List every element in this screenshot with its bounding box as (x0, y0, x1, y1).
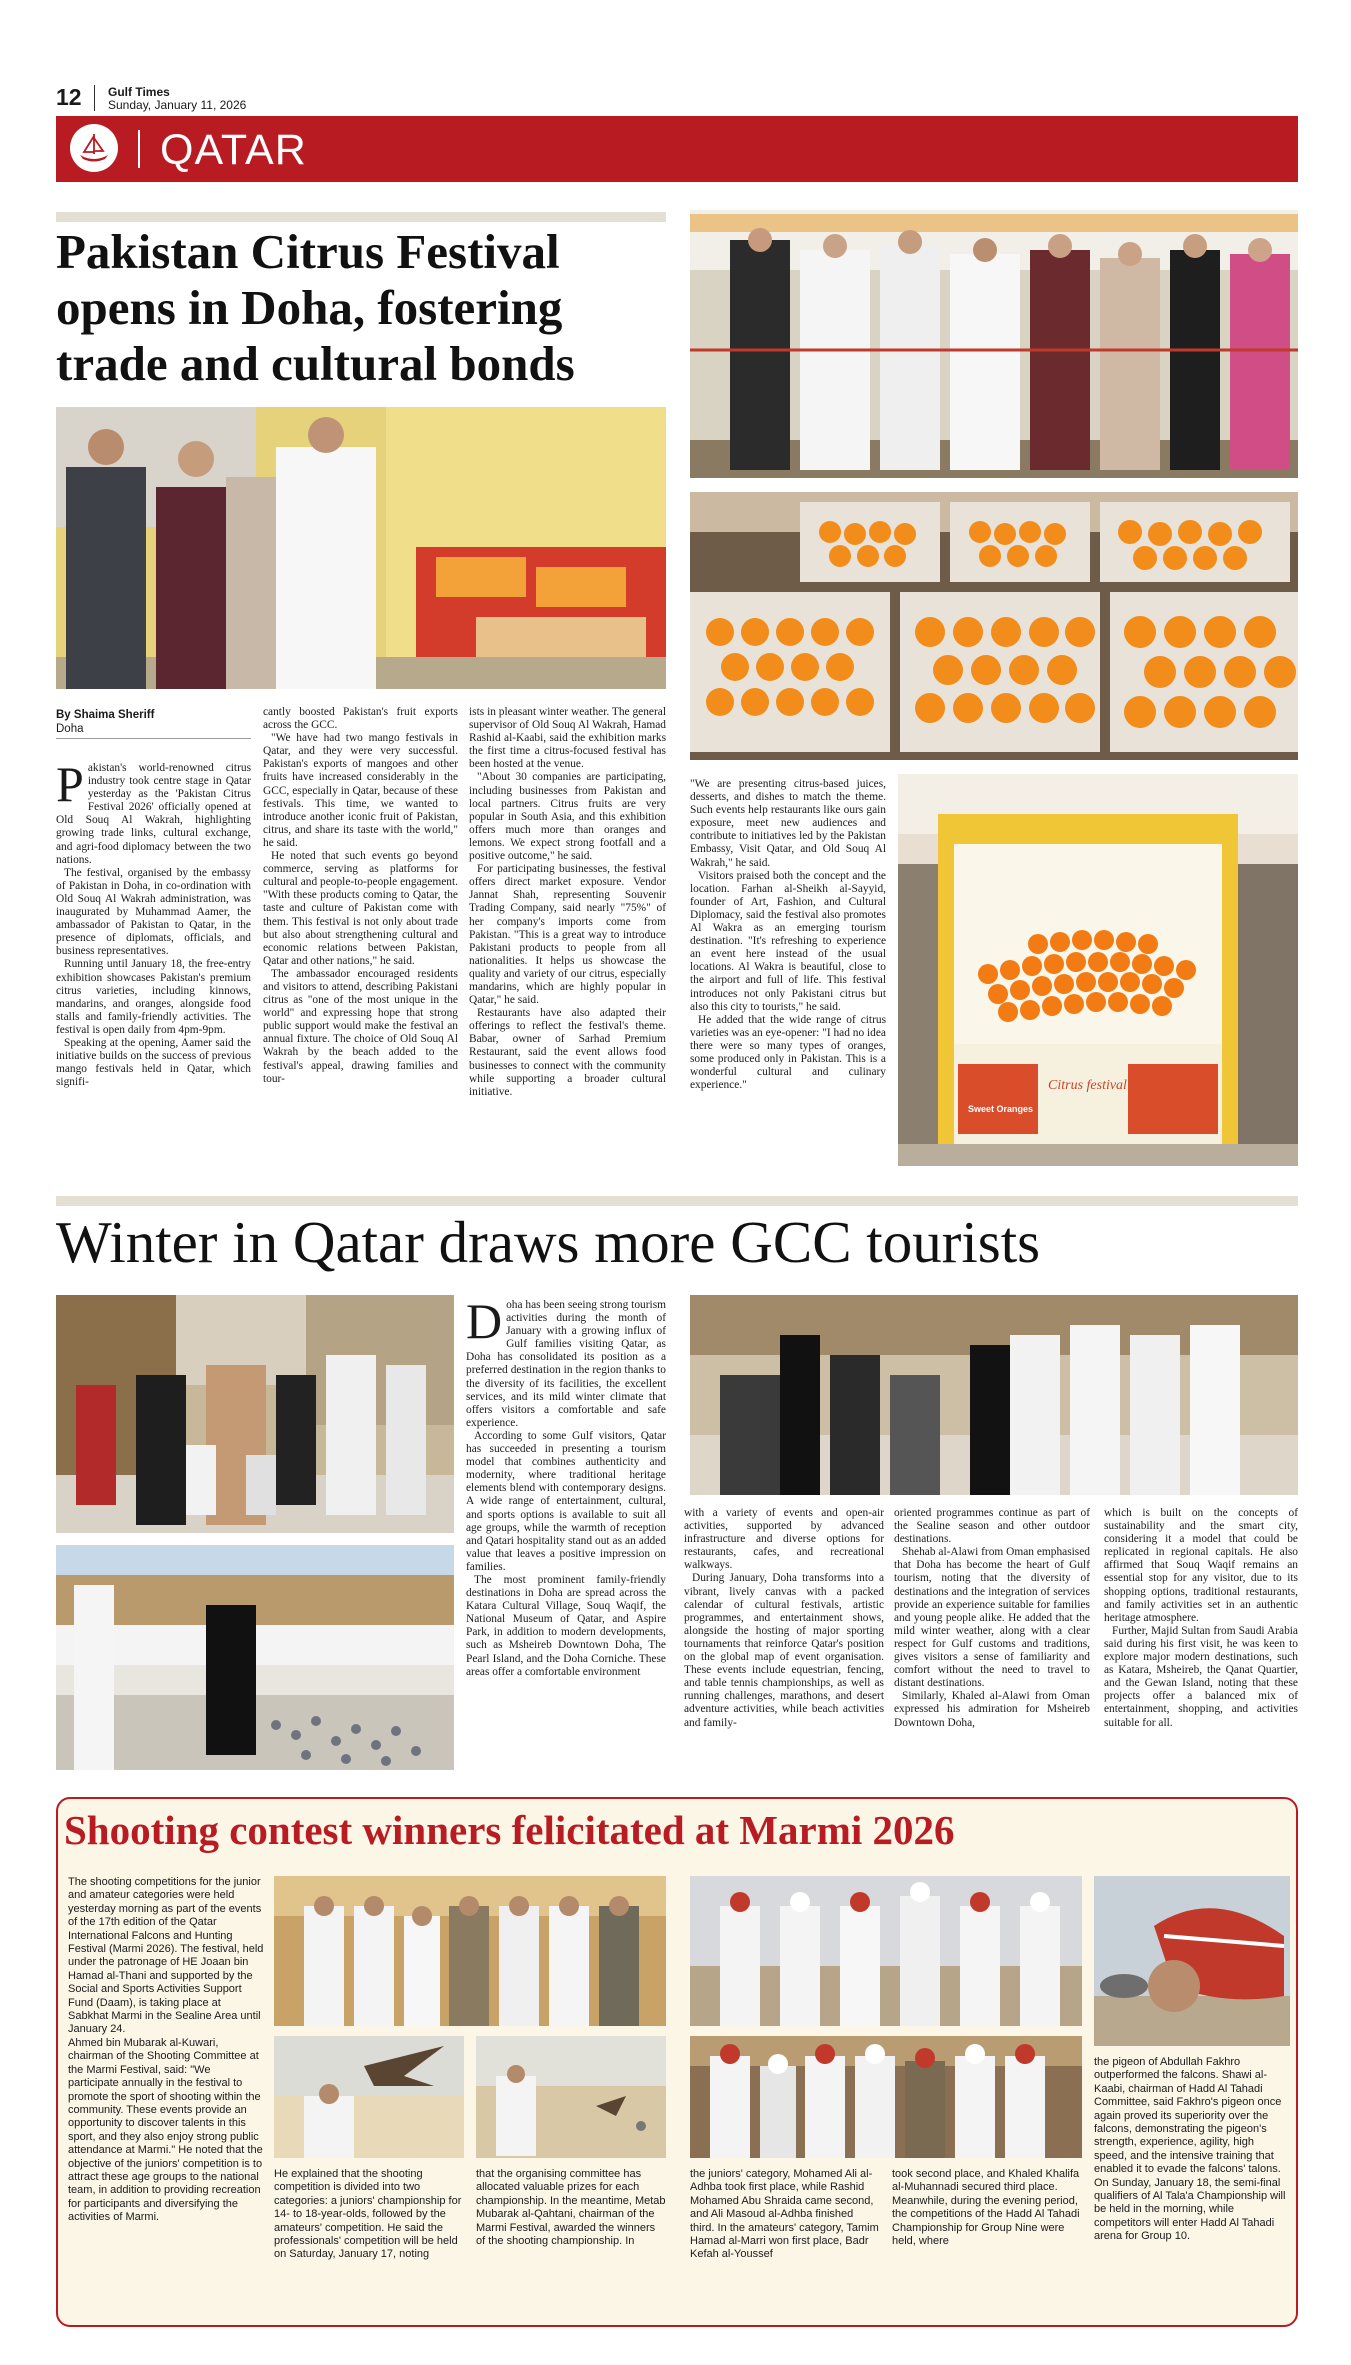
photo-shooters-group (690, 1876, 1082, 2026)
banner-divider (138, 130, 140, 168)
photo-souq-visitors (690, 1295, 1298, 1495)
story2-col1-para: The most prominent family-friendly destinations in Doha are spread across the Katara Cultural Village, Souq Waqif, the National Museum of Qatar, and Aspire Park, in addition to modern developments, such as Msheireb Downtown Doha, The Pearl Island, and the Doha Corniche. These areas offer a comfortable environment (466, 1573, 666, 1678)
festival-box-text: Sweet Oranges (968, 1104, 1034, 1114)
story1-col3-para: For participating businesses, the festival offers direct market exposure. Vendor Jannat Shah, representing Souvenir Trading Company, said nearly "75%" of her company's imports come from Pakistan. "This is a great way to introduce Pakistani products to people from all nationalities. It helps us showcase the quality and variety of our citrus, especially mandarins, which are highly popular in Qatar," he said. (469, 863, 666, 1007)
story1-col1-para: akistan's world-renowned citrus industry took centre stage in Qatar yesterday as the 'Pakistan Citrus Festival 2026' officially opened at Old Souq Al Wakrah, highlighting growing trade links, cultural exchange, and agri-food diplomacy between the two nations. (56, 762, 251, 866)
story2-col4-para: Further, Majid Sultan from Saudi Arabia said during his first visit, he was keen to explore major modern destinations, such as Katara, Msheireb, the Qanat Quartier, and the Gewan Island, noting that these projects offer a balanced mix of entertainment, shopping, and activities suitable for all. (1104, 1624, 1298, 1729)
story3-column-1 (68, 1876, 264, 2225)
story1-col2-para: cantly boosted Pakistan's fruit exports across the GCC. (263, 706, 458, 732)
dropcap: P (56, 756, 84, 812)
story2-col4-para: which is built on the concepts of sustainability and the smart city, considering it a model that could be replicated in regional capitals. He also affirmed that Souq Waqif remains an essential stop for any visitor, due to its shopping options, traditional restaurants, and family activities set in an authentic heritage atmosphere. (1104, 1507, 1298, 1624)
paper-name: Gulf Times (108, 85, 170, 99)
story1-col4-para: Visitors praised both the concept and the location. Farhan al-Sheikh al-Sayyid, founder of Art, Fashion, and Cultural Diplomacy, said the festival also promotes Al Wakra as an emerging tourism destination. "It's refreshing to experience an event here instead of the usual locations. Al Wakra is beautiful, close to the airport and full of life. This festival introduces not only Pakistani citrus but also this city to tourists," he said. (690, 869, 886, 1013)
story2-headline: Winter in Qatar draws more GCC tourists (56, 1209, 1041, 1275)
story2-col3-para: Shehab al-Alawi from Oman emphasised that Doha has become the heart of Gulf tourism, noting that the diversity of destinations and the integration of services provide an experience suitable for families and young people alike. He added that the mild winter weather, along with a clear respect for Gulf customs and traditions, gives visitors a sense of familiarity and comfort without the need to travel to distant destinations. (894, 1546, 1090, 1690)
photo-committee-members (690, 2036, 1082, 2158)
story1-col2-para: "We have had two mango festivals in Qatar, and they were very successful. Pakistan's exports of mangoes and other fruits have increased considerably in the GCC, especially in Qatar, because of these festivals. This time, we wanted to introduce another iconic fruit of Pakistan, citrus, and share its taste with the world," he said. (263, 732, 458, 849)
story2-column-3 (894, 1507, 1090, 1730)
section-title: QATAR (160, 126, 307, 174)
issue-date: Sunday, January 11, 2026 (108, 98, 247, 112)
story1-headline: Pakistan Citrus Festival opens in Doha, fostering trade and cultural bonds (56, 224, 575, 391)
story3-col1-para: Ahmed bin Mubarak al-Kuwari, chairman of the Shooting Committee at the Marmi Festival, said: "We participate annually in the festival to promote the sport of shooting within the community. These events provide an opportunity to discover talents in this sport, and they also enjoy strong public attendance at Marmi." He noted that the objective of the juniors' competition is to attract these age groups to the national team, in addition to providing recreation for participants and diversifying the activities of Marmi. (68, 2036, 263, 2224)
story2-column-4 (1104, 1507, 1298, 1730)
story1-col2-para: He noted that such events go beyond commerce, serving as platforms for cultural and people-to-people engagement. "With these products coming to Qatar, the taste and culture of Pakistan come with them. This festival is not only about trade but also about strengthening cultural and economic relations between Pakistan, Qatar and other nations," he said. (263, 850, 458, 967)
story1-col2-para: The ambassador encouraged residents and visitors to attend, describing Pakistani citrus as "one of the most unique in the world" and expressing hope that strong public support would make the festival an annual fixture. The choice of Old Souq Al Wakrah by the beach added to the festival's appeal, drawing families and tour- (263, 967, 458, 1085)
story2-col2-para: During January, Doha transforms into a vibrant, lively canvas with a packed calendar of cultural festivals, artistic programmes, and entertainment shows, alongside the hosting of major sporting tournaments that reinforce Qatar's position on the global map of event organisation. These events include equestrian, fencing, and table tennis championships, as well as running challenges, marathons, and desert adventure activities, while beach activities and family- (684, 1572, 884, 1729)
story1-top-rule (56, 212, 666, 222)
story3-column-5 (892, 2168, 1082, 2248)
story3-col2-para: He explained that the shooting competition is divided into two categories: a juniors' championship for 14- to 18-year-olds, followed by the amateurs' competition. He said the professionals' competition will be held on Saturday, January 17, noting (274, 2168, 462, 2261)
story3-col4-para: the juniors' category, Mohamed Ali al-Adhba took first place, while Rashid Mohamed Abu Shraida came second, and Ali Masoud al-Adhba finished third. In the amateurs' category, Tamim Hamad al-Marri won first place, Badr Kefah al-Youssef (690, 2168, 879, 2261)
photo-souq-families (56, 1295, 454, 1533)
photo-falcon-release (274, 2036, 464, 2158)
story3-column-4 (690, 2168, 880, 2262)
story2-col3-para: Similarly, Khaled al-Alawi from Oman expressed his admiration for Msheireb Downtown Doha, (894, 1690, 1090, 1729)
story3-col5-para: took second place, and Khaled Khalifa al-Muhannadi secured third place. Meanwhile, during the evening period, the competitions of the Hadd Al Tahadi Championship for Group Nine were held, where (892, 2168, 1080, 2248)
story3-headline: Shooting contest winners felicitated at Marmi 2026 (64, 1807, 955, 1853)
story3-col1-para: The shooting competitions for the junior and amateur categories were held yesterday morning as part of the events of the 17th edition of the Qatar International Falcons and Hunting Festival (Marmi 2026). The festival, held under the patronage of HE Joaan bin Hamad al-Thani and supported by the Social and Sports Activities Support Fund (Daam), is taking place at Sabkhat Marmi in the Sealine Area until January 24. (68, 1876, 264, 2036)
photo-citrus-display-stall (898, 774, 1298, 1166)
story1-col3-para: Restaurants have also adapted their offerings to reflect the festival's theme. Babar, owner of Sarhad Premium Restaurant, said the event allows food businesses to connect with the community while supporting a broader cultural initiative. (469, 1007, 666, 1098)
story2-col3-para: oriented programmes continue as part of the Sealine season and other outdoor destinations. (894, 1507, 1090, 1546)
story3-col6-para: On Sunday, January 18, the semi-final qualifiers of Al Tala'a Championship will be held in the morning, while competitors will enter Hadd Al Tahadi arena for Group 10. (1094, 2176, 1286, 2243)
masthead-rule (94, 85, 95, 111)
story2-col1-para: According to some Gulf visitors, Qatar has succeeded in presenting a tourism model that combines authenticity and modernity, where traditional heritage elements blend with contemporary designs. A wide range of entertainment, cultural, and sports options is available to suit all age groups, while the warmth of reception and Qatari hospitality stand out as an added value that leaves a positive impression on families. (466, 1429, 666, 1573)
dropcap: D (466, 1293, 503, 1349)
story3-col3-para: that the organising committee has allocated valuable prizes for each championship. In the meantime, Metab Mubarak al-Qahtani, chairman of the Marmi Festival, awarded the winners of the shooting championship. In (476, 2168, 666, 2248)
story1-byline: By Shaima Sheriff (56, 709, 155, 721)
section-banner (56, 116, 1298, 182)
story1-col4-para: He added that the wide range of citrus varieties was an eye-opener: "I had no idea there were so many types of oranges, some produced only in Pakistan. This is a wonderful cultural and culinary experience." (690, 1013, 886, 1092)
photo-officials-at-stall (56, 407, 666, 689)
story1-column-2 (263, 706, 458, 1086)
byline-rule (56, 738, 251, 739)
story2-column-2 (684, 1507, 884, 1730)
photo-winners-trophies (274, 1876, 666, 2026)
story3-col6-para: the pigeon of Abdullah Fakhro outperformed the falcons. Shawi al-Kaabi, chairman of Hadd Al Tahadi Committee, said Fakhro's pigeon once again proved its superiority over the falcons, demonstrating the pigeon's strength, experience, agility, high speed, and the intensive training that enabled it to evade the falcons' talons. (1094, 2056, 1282, 2176)
story3-column-6 (1094, 2056, 1290, 2244)
story2-col1-para: oha has been seeing strong tourism activities during the month of January with a growing influx of Gulf families visiting Qatar, as Doha has consolidated its position as a preferred destination in the region thanks to the diversity of its facilities, the excellent services, and its mild winter climate that offers visitors a comfortable and safe experience. (466, 1299, 666, 1429)
story2-col2-para: with a variety of events and open-air activities, supported by advanced infrastructure and diverse options for restaurants, cafes, and recreational walkways. (684, 1507, 884, 1572)
story1-col3-para: "About 30 companies are participating, including businesses from Pakistan and local partners. Citrus fruits are very popular in South Asia, and this exhibition offers much more than oranges and lemons. We expect strong footfall and a positive outcome," he said. (469, 771, 666, 863)
story2-column-1 (466, 1293, 666, 1679)
page-number: 12 (56, 84, 82, 110)
story3-column-2 (274, 2168, 464, 2262)
dhow-logo-icon (70, 124, 118, 172)
story2-top-rule (56, 1196, 1298, 1206)
story1-column-4 (690, 778, 886, 1092)
festival-banner-text: Citrus festival (1048, 1078, 1127, 1093)
story3-column-3 (476, 2168, 666, 2248)
story1-col1-para: Running until January 18, the free-entry exhibition showcases Pakistan's premium citrus varieties, including kinnows, mandarins, and oranges, alongside food stalls and family-friendly activities. The festival is open daily from 4pm-9pm. (56, 958, 251, 1036)
photo-pigeons-square (56, 1545, 454, 1770)
story1-column-3 (469, 706, 666, 1099)
photo-ribbon-cutting (690, 210, 1298, 478)
story1-column-1 (56, 756, 251, 1089)
story1-col1-para: The festival, organised by the embassy of Pakistan in Doha, in co-ordination with Old Souq Al Wakrah administration, was inaugurated by Muhammad Aamer, the ambassador of Pakistan to Qatar, in the presence of diplomats, officials, and business representatives. (56, 866, 251, 958)
story1-dateline: Doha (56, 723, 84, 735)
photo-falcon-hunt (476, 2036, 666, 2158)
photo-orange-crates (690, 492, 1298, 760)
story1-col1-para: Speaking at the opening, Aamer said the initiative builds on the success of previous mango festivals held in Qatar, which signifi- (56, 1036, 251, 1089)
story1-col3-para: ists in pleasant winter weather. The general supervisor of Old Souq Al Wakrah, Hamad Rashid al-Kaabi, said the exhibition marks the first time a citrus-focused festival has been hosted at the venue. (469, 706, 666, 771)
story1-col4-para: "We are presenting citrus-based juices, desserts, and dishes to match the theme. Such events help restaurants like ours gain exposure, meet new audiences and contribute to initiatives led by the Pakistan Embassy, Visit Qatar, and Old Souq Al Wakrah," he said. (690, 778, 886, 869)
photo-pigeon-closeup (1094, 1876, 1290, 2046)
